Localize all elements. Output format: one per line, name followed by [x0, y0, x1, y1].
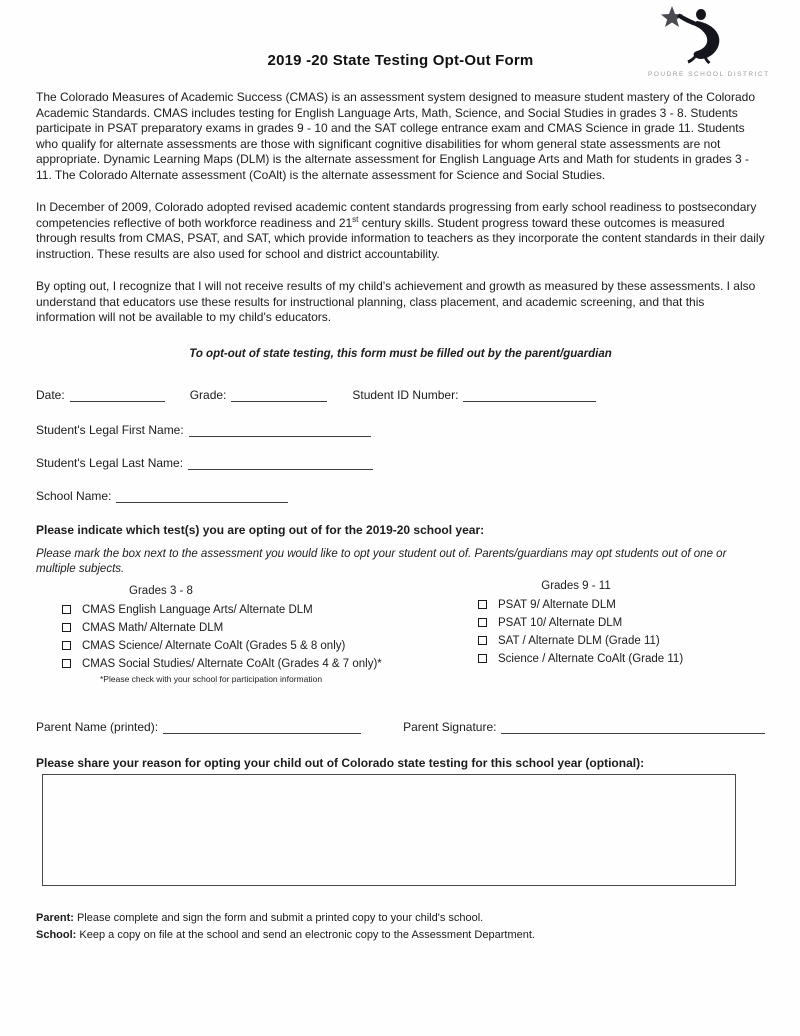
- checkbox-row-sat[interactable]: [436, 632, 765, 650]
- school-instruction: [36, 927, 765, 945]
- checkbox-label: Science / Alternate CoAlt (Grade 11): [498, 652, 684, 665]
- parent-guardian-directive: To opt-out of state testing, this form must be filled out by the parent/guardian: [189, 347, 612, 360]
- school-name-row: [36, 489, 765, 503]
- grades-3-8-column: [36, 585, 436, 684]
- tests-section-heading: Please indicate which test(s) you are opting out of for the 2019-20 school year:: [36, 522, 485, 537]
- checkbox-row-cmas-science[interactable]: [36, 637, 436, 655]
- paragraph-text: century skills. Student progress toward these outcomes is measured through results from CMAS, PSAT, and SAT, which provide information to teachers as they incorporate the content standards in their daily instruction. These results are also used for school and district accountability.: [36, 215, 765, 261]
- checkbox-row-psat10[interactable]: [436, 614, 765, 632]
- checkbox[interactable]: [478, 636, 487, 645]
- date-grade-id-row: [36, 388, 765, 402]
- grades-9-11-column: [436, 580, 765, 679]
- grades-9-11-header: Grades 9 - 11: [541, 579, 611, 592]
- checkbox[interactable]: [478, 654, 487, 663]
- checkbox-label: PSAT 10/ Alternate DLM: [498, 616, 623, 629]
- reason-section-heading: Please share your reason for opting your child out of Colorado state testing for this school year (optional):: [36, 755, 645, 770]
- parent-signature-label: Parent Signature:: [403, 719, 497, 734]
- checkbox[interactable]: [62, 659, 71, 668]
- checkbox[interactable]: [62, 641, 71, 650]
- checkbox-label: CMAS English Language Arts/ Alternate DLM: [82, 603, 313, 616]
- superscript-st: st: [352, 214, 359, 224]
- checkbox[interactable]: [62, 605, 71, 614]
- first-name-input-line[interactable]: [189, 424, 371, 437]
- parent-name-label: Parent Name (printed):: [36, 719, 159, 734]
- parent-signature-row: [36, 720, 765, 734]
- district-logo: [648, 3, 770, 78]
- tests-section-note: Please mark the box next to the assessment you would like to opt your student out of. Parents/guardians may opt students out of one or multiple subjects.: [36, 547, 727, 575]
- test-columns: [36, 579, 765, 684]
- school-name-label: School Name:: [36, 488, 112, 503]
- checkbox-row-psat9[interactable]: [436, 596, 765, 614]
- checkbox-label: CMAS Math/ Alternate DLM: [82, 621, 224, 634]
- last-name-row: [36, 456, 765, 470]
- intro-paragraph-standards: [36, 200, 765, 262]
- first-name-row: [36, 423, 765, 437]
- intro-paragraph-opting-out: By opting out, I recognize that I will not receive results of my child's achievement and growth as measured by these assessments. I also understand that educators use these results for instructional planning, class placement, and academic screening, and that this information will not be available to my child's educators.: [36, 279, 756, 324]
- first-name-label: Student's Legal First Name:: [36, 422, 184, 437]
- student-id-label: Student ID Number:: [352, 387, 459, 402]
- checkbox-label: CMAS Science/ Alternate CoAlt (Grades 5 & 8 only): [82, 639, 346, 652]
- checkbox-row-cmas-math[interactable]: [36, 619, 436, 637]
- school-name-input-line[interactable]: [116, 490, 288, 503]
- date-label: Date:: [36, 387, 65, 402]
- checkbox-label: SAT / Alternate DLM (Grade 11): [498, 634, 660, 647]
- checkbox[interactable]: [478, 618, 487, 627]
- grade-input-line[interactable]: [231, 389, 327, 402]
- paragraph-text: In December of 2009, Colorado adopted revised academic content standards progressing from early school readiness to postsecondary competencies reflective of both workforce readiness and 21: [36, 200, 757, 230]
- grade-label: Grade:: [189, 387, 227, 402]
- checkbox-row-cmas-ela[interactable]: [36, 601, 436, 619]
- checkbox[interactable]: [62, 623, 71, 632]
- school-instruction-text: Keep a copy on file at the school and send an electronic copy to the Assessment Department.: [76, 929, 535, 941]
- checkbox-row-science-grade11[interactable]: [436, 650, 765, 668]
- student-id-input-line[interactable]: [463, 389, 596, 402]
- checkbox[interactable]: [478, 600, 487, 609]
- last-name-input-line[interactable]: [188, 457, 373, 470]
- district-logo-text: POUDRE SCHOOL DISTRICT: [648, 71, 770, 78]
- checkbox-label: PSAT 9/ Alternate DLM: [498, 598, 616, 611]
- footer-instructions: [36, 910, 765, 945]
- checkbox-label: CMAS Social Studies/ Alternate CoAlt (Grades 4 & 7 only)*: [82, 657, 382, 670]
- date-input-line[interactable]: [70, 389, 165, 402]
- participation-footnote: *Please check with your school for participation information: [100, 673, 323, 684]
- last-name-label: Student's Legal Last Name:: [36, 455, 184, 470]
- grades-3-8-header: Grades 3 - 8: [129, 584, 193, 597]
- parent-instruction-text: Please complete and sign the form and submit a printed copy to your child's school.: [73, 911, 484, 924]
- parent-instruction-lead: Parent:: [36, 911, 74, 924]
- parent-instruction: [36, 910, 765, 928]
- intro-paragraph-cmas: The Colorado Measures of Academic Success (CMAS) is an assessment system designed to measure student mastery of the Colorado Academic Standards. CMAS includes testing for English Language Arts, Math, Science, and Social Studies in grades 3 - 8. Students participate in PSAT preparatory exams in grades 9 - 10 and the SAT college entrance exam and CMAS Science in grade 11. Students who qualify for alternate assessments are those with significant cognitive disabilities for whom general state assessments are not appropriate. Dynamic Learning Maps (DLM) is the alternate assessment for English Language Arts and Math for students in grades 3 - 11. The Colorado Alternate assessment (CoAlt) is the alternate assessment for Science and Social Studies.: [36, 90, 755, 182]
- reaching-for-star-logo-icon: [654, 3, 746, 65]
- parent-signature-input-line[interactable]: [501, 721, 765, 734]
- school-instruction-lead: School:: [36, 929, 77, 941]
- checkbox-row-cmas-social-studies[interactable]: [36, 655, 436, 673]
- page-title: 2019 -20 State Testing Opt-Out Form: [267, 52, 534, 69]
- reason-input-box[interactable]: [42, 774, 736, 886]
- parent-name-input-line[interactable]: [163, 721, 361, 734]
